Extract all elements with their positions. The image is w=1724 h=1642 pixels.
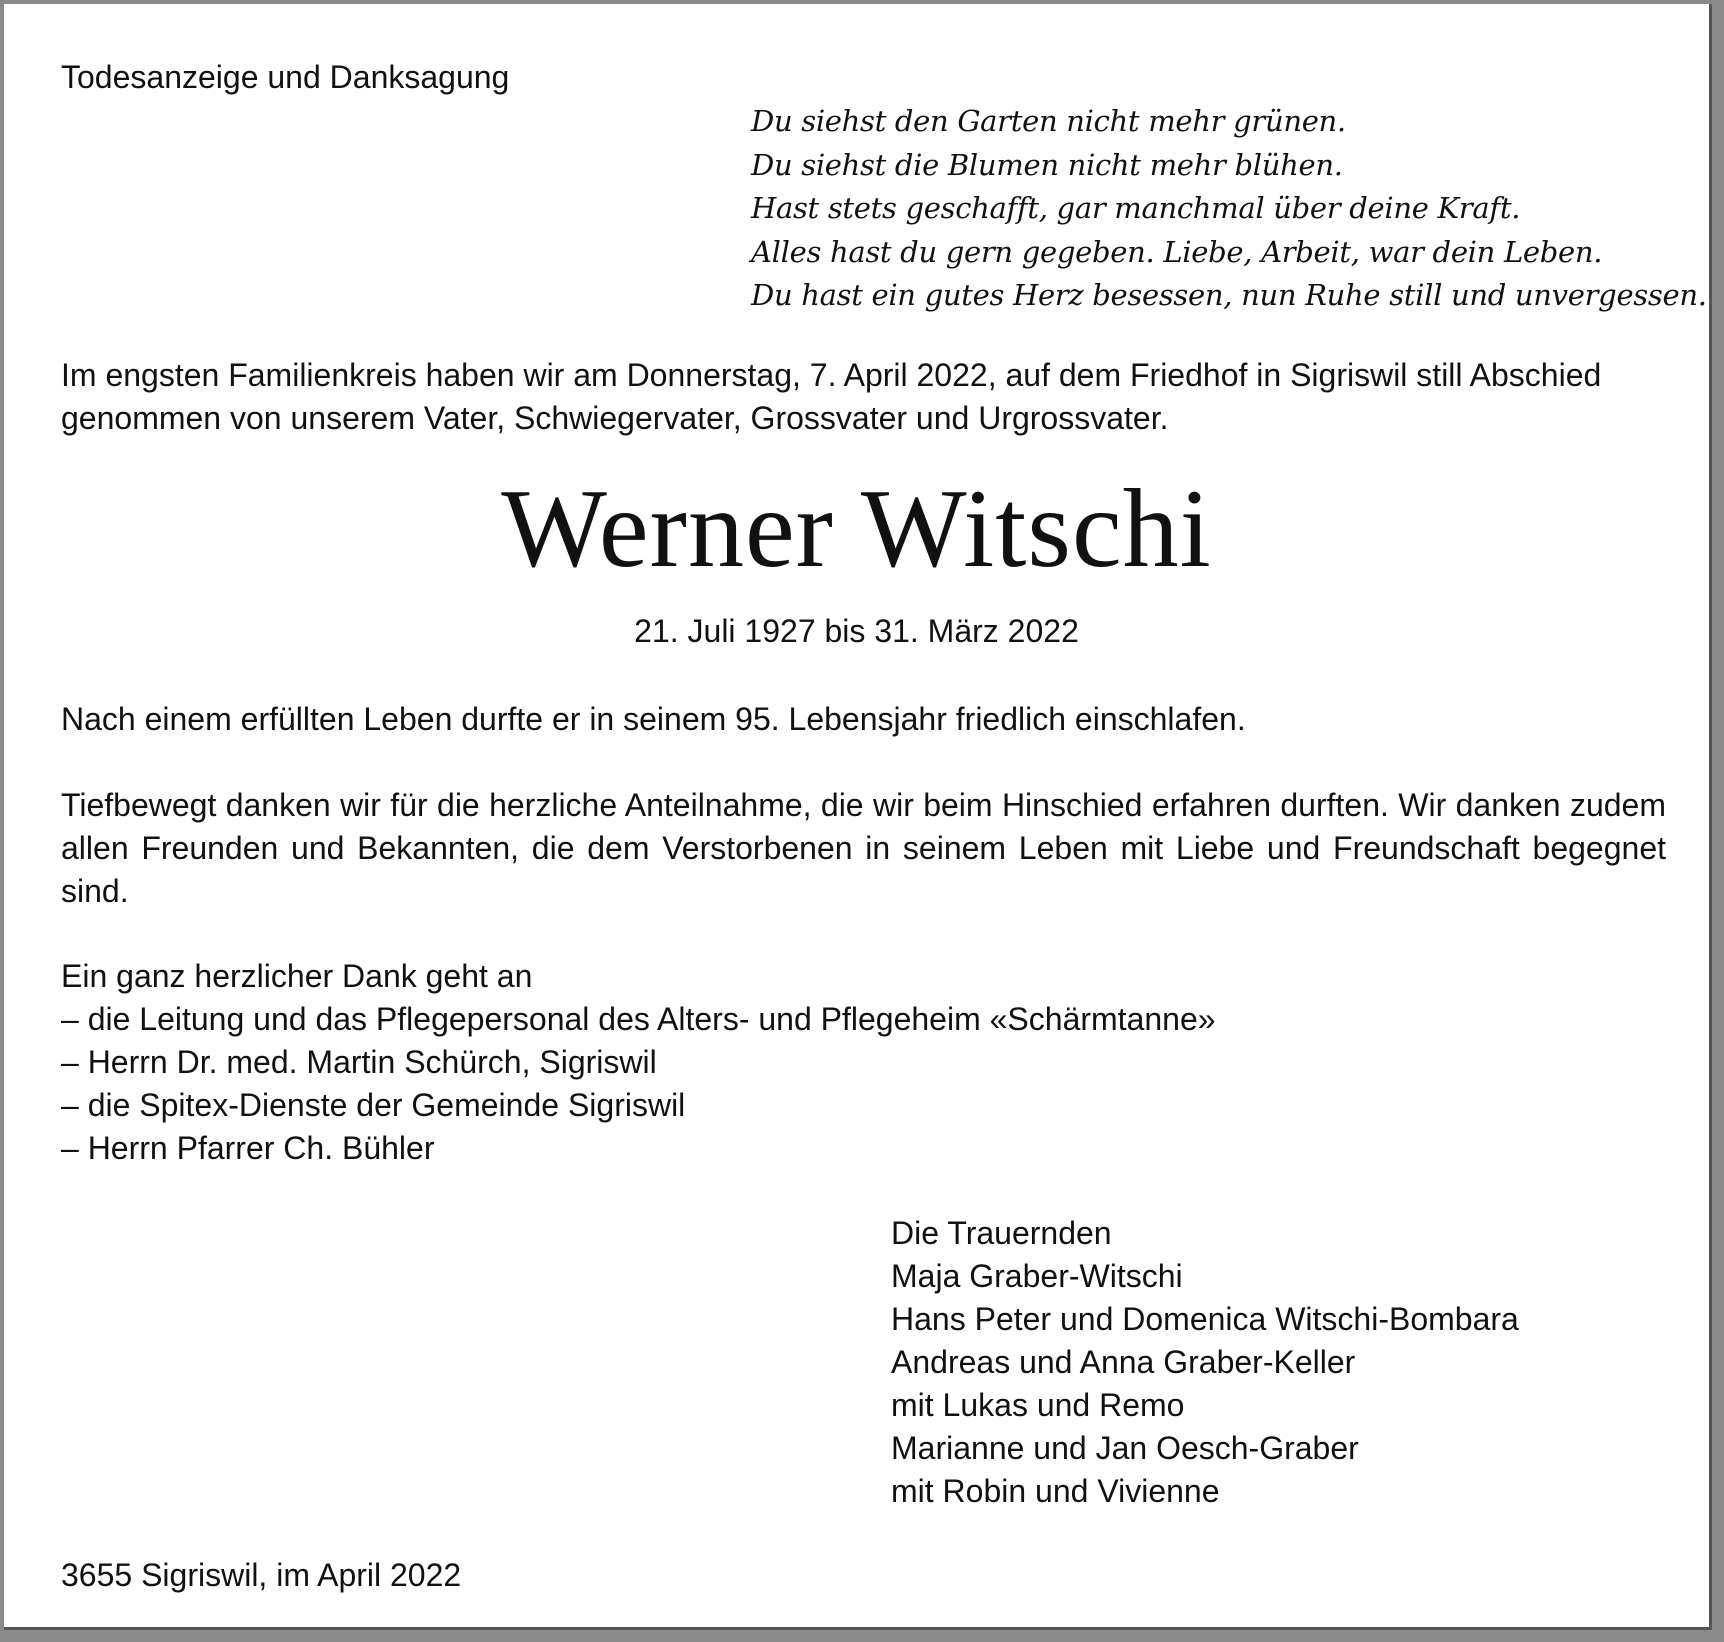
gratitude-item: – die Spitex-Dienste der Gemeinde Sigriswil [61,1087,686,1123]
poem-line: Du hast ein gutes Herz besessen, nun Ruhe still und unvergessen. [751,278,1707,312]
gratitude-item: – Herrn Pfarrer Ch. Bühler [61,1130,435,1166]
thanks-paragraph: Tiefbewegt danken wir für die herzliche Anteilnahme, die wir beim Hinschied erfahren durften. Wir danken zudem allen Freunden und Bekannten, die dem Verstorbenen in seinem Leben mit Liebe und Freundschaft begegnet sind. [61,787,1666,909]
poem-line: Alles hast du gern gegeben. Liebe, Arbeit, war dein Leben. [751,234,1603,269]
poem-line: Hast stets geschafft, gar manchmal über deine Kraft. [751,191,1521,225]
mourner-name: Marianne und Jan Oesch-Graber [891,1430,1359,1466]
poem [751,100,1707,318]
gratitude-list [61,998,1216,1170]
life-dates: 21. Juli 1927 bis 31. März 2022 [634,613,1079,649]
gratitude-item: – Herrn Dr. med. Martin Schürch, Sigriswil [61,1044,657,1080]
mourner-name: Maja Graber-Witschi [891,1258,1183,1294]
mourner-name: mit Lukas und Remo [891,1387,1185,1423]
mourner-name: mit Robin und Vivienne [891,1473,1220,1509]
mourners-heading: Die Trauernden [891,1215,1112,1251]
intro-paragraph: Im engsten Familienkreis haben wir am Donnerstag, 7. April 2022, auf dem Friedhof in Sigriswil still Abschied genommen von unserem Vater, Schwiegervater, Grossvater und Urgrossvater. [61,357,1602,436]
obituary-page [4,4,1712,1630]
notice-heading: Todesanzeige und Danksagung [61,59,510,95]
place-date: 3655 Sigriswil, im April 2022 [61,1557,462,1593]
mourner-name: Hans Peter und Domenica Witschi-Bombara [891,1301,1519,1337]
passing-statement: Nach einem erfüllten Leben durfte er in seinem 95. Lebensjahr friedlich einschlafen. [61,701,1246,737]
poem-line: Du siehst die Blumen nicht mehr blühen. [751,147,1343,182]
poem-line: Du siehst den Garten nicht mehr grünen. [751,104,1346,138]
mourner-name: Andreas und Anna Graber-Keller [891,1344,1356,1380]
gratitude-intro: Ein ganz herzlicher Dank geht an [61,958,533,994]
deceased-name: Werner Witschi [501,467,1212,591]
mourners-list [891,1212,1519,1513]
gratitude-item: – die Leitung und das Pflegepersonal des Alters- und Pflegeheim «Schärmtanne» [61,1001,1216,1037]
